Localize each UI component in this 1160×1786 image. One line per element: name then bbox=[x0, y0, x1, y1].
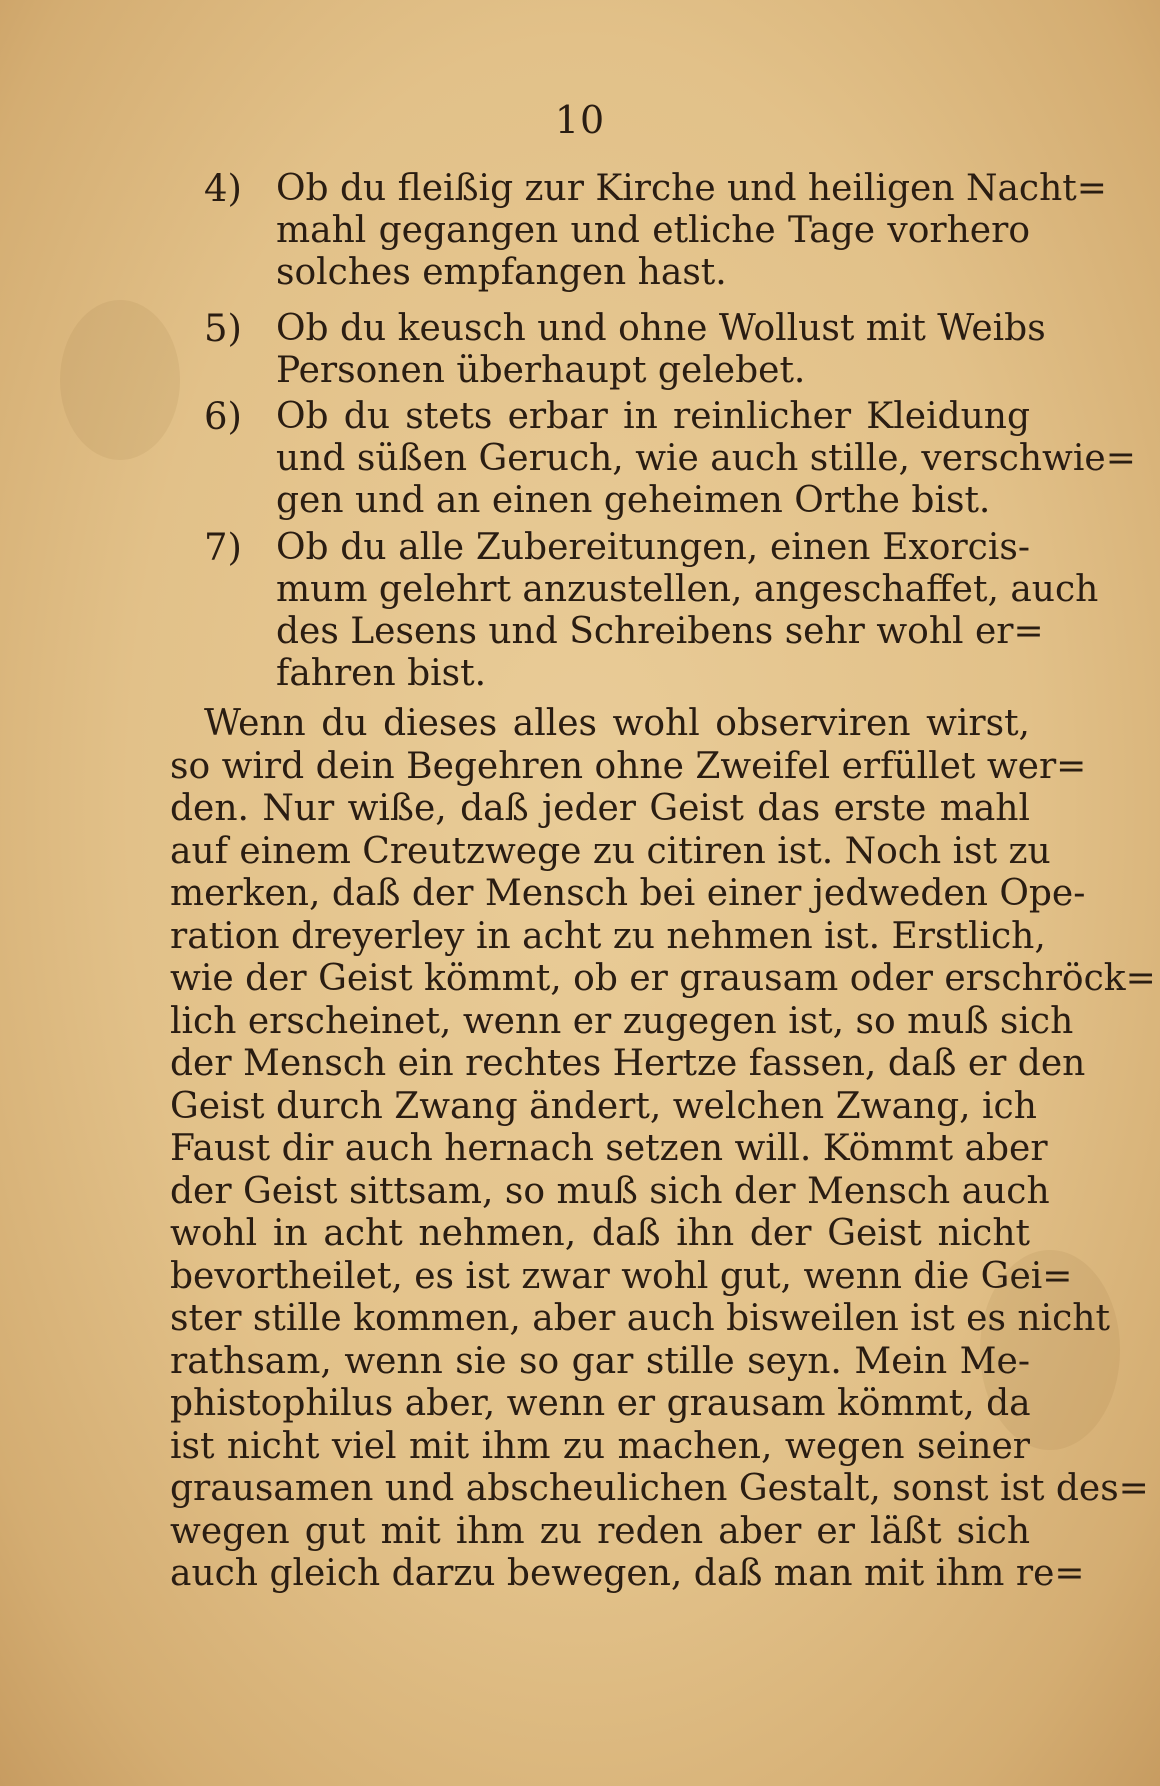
text-line: ster stille kommen, aber auch bisweilen ist es nicht bbox=[170, 1298, 1110, 1339]
text-line: den. Nur wiße, daß jeder Geist das erste mahl bbox=[170, 788, 1030, 829]
text-line: phistophilus aber, wenn er grausam kömmt, da bbox=[170, 1383, 1031, 1424]
text-line: Personen überhaupt gelebet. bbox=[276, 350, 806, 391]
paper-stain bbox=[60, 300, 180, 460]
text-line: Ob du alle Zubereitungen, einen Exorcis- bbox=[276, 527, 1030, 568]
text-line: des Lesens und Schreibens sehr wohl er= bbox=[276, 611, 1044, 652]
text-line: Ob du fleißig zur Kirche und heiligen Nacht= bbox=[276, 168, 1107, 209]
text-line: mum gelehrt anzustellen, angeschaffet, auch bbox=[276, 569, 1099, 610]
text-line: Faust dir auch hernach setzen will. Kömmt aber bbox=[170, 1128, 1048, 1169]
text-line: lich erscheinet, wenn er zugegen ist, so muß sich bbox=[170, 1000, 1074, 1042]
text-line: wohl in acht nehmen, daß ihn der Geist nicht bbox=[170, 1213, 1030, 1254]
text-line: bevortheilet, es ist zwar wohl gut, wenn die Gei= bbox=[170, 1255, 1073, 1297]
text-line: der Geist sittsam, so muß sich der Mensch auch bbox=[170, 1170, 1050, 1212]
body-paragraph bbox=[170, 703, 1156, 1596]
text-line: Ob du stets erbar in reinlicher Kleidung bbox=[276, 396, 1030, 437]
text-line: grausamen und abscheulichen Gestalt, sonst ist des= bbox=[170, 1468, 1149, 1509]
text-line: merken, daß der Mensch bei einer jedweden Ope- bbox=[170, 873, 1086, 914]
text-line: wegen gut mit ihm zu reden aber er läßt sich bbox=[170, 1510, 1030, 1552]
text-line: auch gleich darzu bewegen, daß man mit ihm re= bbox=[170, 1553, 1085, 1594]
text-line: mahl gegangen und etliche Tage vorhero bbox=[276, 210, 1030, 251]
text-line: der Mensch ein rechtes Hertze fassen, daß er den bbox=[170, 1043, 1086, 1084]
text-line: Ob du keusch und ohne Wollust mit Weibs bbox=[276, 308, 1046, 349]
item-number: 6) bbox=[204, 395, 242, 438]
item-number: 5) bbox=[204, 307, 242, 350]
text-line: so wird dein Begehren ohne Zweifel erfüllet wer= bbox=[170, 745, 1087, 787]
item-number: 4) bbox=[204, 167, 242, 210]
text-line: solches empfangen hast. bbox=[276, 252, 727, 293]
page-number: 10 bbox=[554, 98, 606, 142]
item-number: 7) bbox=[204, 526, 242, 569]
text-line: fahren bist. bbox=[276, 653, 487, 694]
text-line: ration dreyerley in acht zu nehmen ist. Erstlich, bbox=[170, 915, 1046, 957]
text-line: ist nicht viel mit ihm zu machen, wegen seiner bbox=[170, 1425, 1030, 1467]
text-line: gen und an einen geheimen Orthe bist. bbox=[276, 480, 991, 521]
text-line: und süßen Geruch, wie auch stille, verschwie= bbox=[276, 438, 1136, 479]
text-line: wie der Geist kömmt, ob er grausam oder erschröck= bbox=[170, 958, 1156, 999]
text-line: rathsam, wenn sie so gar stille seyn. Mein Me- bbox=[170, 1340, 1030, 1382]
text-line: auf einem Creutzwege zu citiren ist. Noch ist zu bbox=[170, 830, 1051, 872]
text-line: Wenn du dieses alles wohl observiren wirst, bbox=[204, 703, 1030, 744]
text-line: Geist durch Zwang ändert, welchen Zwang, ich bbox=[170, 1085, 1037, 1127]
